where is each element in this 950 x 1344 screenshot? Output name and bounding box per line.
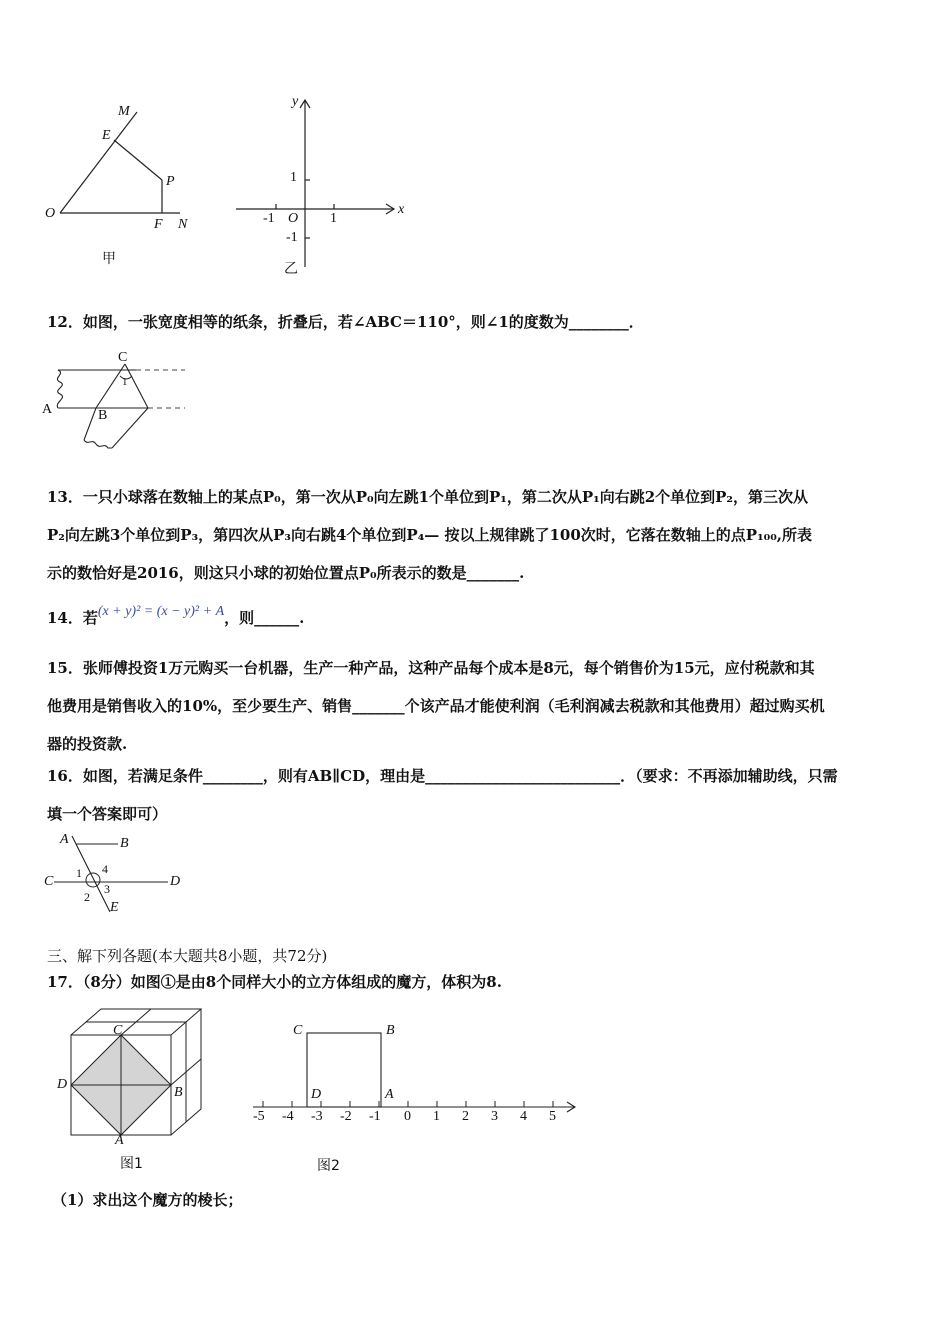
question-15-line-1: 15．张师傅投资1万元购买一台机器，生产一种产品，这种产品每个成本是8元，每个销售价为15元，应付税款和其 [47,659,815,677]
question-14-formula: (x + y)² = (x − y)² + A [97,604,225,619]
figure-yi [230,92,410,282]
tick-y-neg1: -1 [286,230,298,245]
label-O: O [45,206,56,221]
question-13-line-3: 示的数恰好是2016，则这只小球的初始位置点P₀所表示的数是_______. [47,564,525,582]
label-angle-1: 1 [76,866,82,880]
label-A: A [42,402,53,417]
label-origin: O [288,211,299,226]
figure-17-1 [55,1005,225,1175]
tick-label: 0 [404,1109,411,1124]
label-P: P [166,174,175,189]
question-17: 17．（8分）如图①是由8个同样大小的立方体组成的魔方，体积为8. [47,973,502,991]
label-F: F [154,217,163,232]
question-14-prefix: 14．若 [47,609,98,627]
label-D: D [170,874,181,889]
tick-x-1: 1 [330,211,337,226]
label-C: C [293,1023,303,1038]
label-B: B [386,1023,395,1038]
figure-17-1-drawing [55,1005,225,1175]
caption-jia: 甲 [102,251,116,267]
tick-label: -5 [253,1109,265,1124]
caption-yi: 乙 [284,261,298,277]
question-16-line-2: 填一个答案即可） [47,805,168,823]
label-E: E [102,128,111,143]
label-angle-4: 4 [102,862,108,876]
number-line-ticks [245,1109,585,1131]
label-y: y [292,94,299,109]
label-A: A [115,1133,124,1148]
label-A: A [385,1087,394,1102]
tick-label: 2 [462,1109,469,1124]
label-C: C [118,350,128,365]
tick-label: -4 [282,1109,294,1124]
section-3-title: 三、解下列各题(本大题共8小题，共72分) [47,947,328,965]
tick-x-neg1: -1 [263,211,275,226]
question-17-sub-1: （1）求出这个魔方的棱长； [52,1191,243,1209]
tick-label: -2 [340,1109,352,1124]
tick-label: -1 [369,1109,381,1124]
tick-label: 5 [549,1109,556,1124]
label-A: A [60,832,69,847]
label-E: E [110,900,119,915]
tick-label: 4 [520,1109,527,1124]
label-B: B [98,408,108,423]
figure-17-2-drawing [245,1015,585,1175]
question-15-line-3: 器的投资款. [47,735,128,753]
caption-fig2: 图2 [317,1158,340,1174]
tick-y-1: 1 [290,170,297,185]
question-13-line-1: 13．一只小球落在数轴上的某点P₀，第一次从P₀向左跳1个单位到P₁，第二次从P₁向右跳2个单位到P₂，第三次从 [47,488,808,506]
label-angle-1: 1 [122,376,128,388]
question-14-suffix: ，则______. [224,609,305,627]
tick-label: 3 [491,1109,498,1124]
label-D: D [311,1087,322,1102]
label-angle-2: 2 [84,890,90,904]
label-angle-3: 3 [104,882,110,896]
tick-label: -3 [311,1109,323,1124]
question-13-line-2: P₂向左跳3个单位到P₃，第四次从P₃向右跳4个单位到P₄— 按以上规律跳了100次时，它落在数轴上的点P₁₀₀,所表 [47,526,813,544]
question-12: 12．如图，一张宽度相等的纸条，折叠后，若∠ABC＝110°，则∠1的度数为________． [47,313,644,331]
label-M: M [118,104,130,119]
label-D: D [57,1077,68,1092]
tick-label: 1 [433,1109,440,1124]
figure-yi-drawing [230,92,410,282]
figure-jia [40,100,200,270]
figure-17-2 [245,1015,585,1175]
label-B: B [174,1085,183,1100]
figure-q16 [40,832,190,917]
question-14 [47,604,305,630]
label-N: N [178,217,188,232]
figure-jia-drawing [40,100,200,270]
question-15-line-2: 他费用是销售收入的10%，至少要生产、销售_______个该产品才能使利润（毛利润减去税款和其他费用）超过购买机 [47,697,825,715]
label-x: x [398,202,405,217]
label-C: C [44,874,54,889]
figure-q12 [40,350,200,455]
caption-fig1: 图1 [120,1156,143,1172]
label-C: C [113,1023,123,1038]
question-16-line-1: 16．如图，若满足条件________，则有AB∥CD，理由是__________________________．（要求：不再添加辅助线，只需 [47,767,838,785]
label-B: B [120,836,129,851]
